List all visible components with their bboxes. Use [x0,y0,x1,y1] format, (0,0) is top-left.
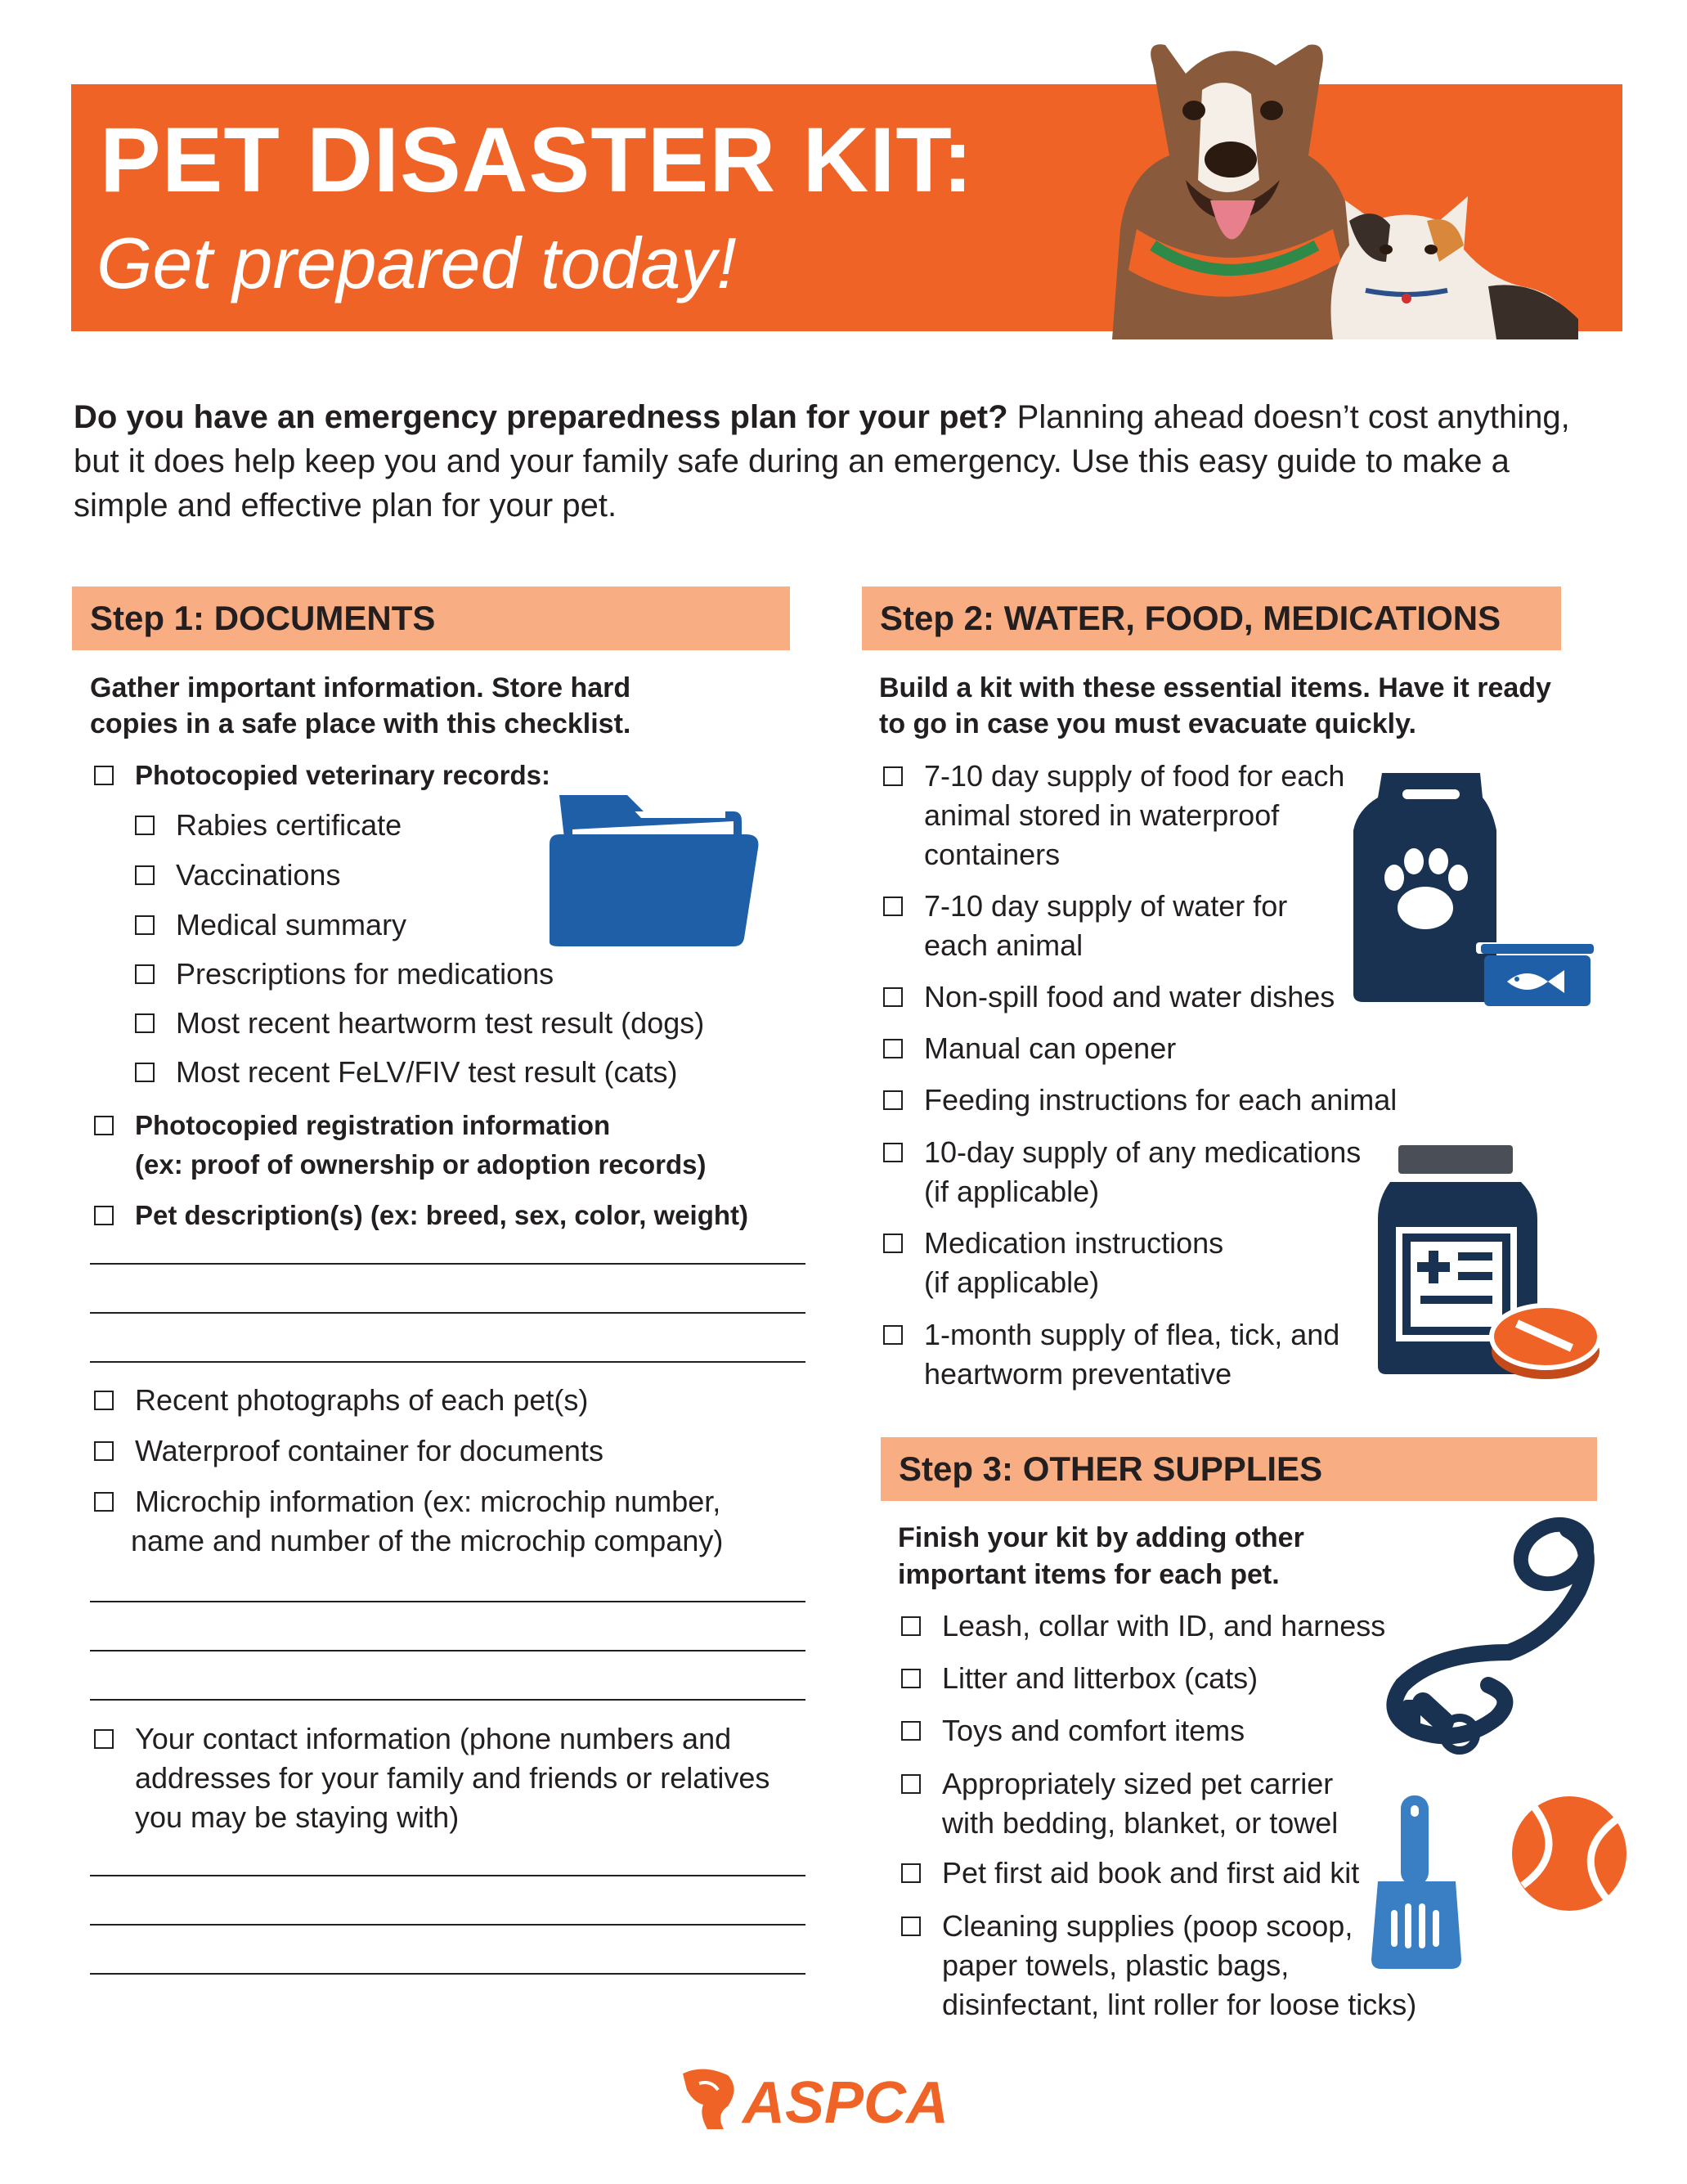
item-label: Feeding instructions for each animal [924,1083,1398,1117]
item-label-line2: with bedding, blanket, or towel [942,1806,1339,1840]
item-label: Manual can opener [924,1031,1177,1065]
write-in-line[interactable] [90,1875,805,1876]
write-in-line[interactable] [90,1361,805,1363]
checkbox[interactable] [901,1669,921,1688]
item-label: Cleaning supplies (poop scoop, [942,1909,1353,1943]
item-label: 7-10 day supply of food for each [924,759,1345,793]
checkbox[interactable] [883,1090,903,1110]
write-in-line[interactable] [90,1312,805,1314]
write-in-line[interactable] [90,1601,805,1602]
item-label-line3: containers [924,838,1061,871]
step1-lead-line1: Gather important information. Store hard [90,672,631,703]
pill-icon [1488,1301,1603,1382]
checkbox[interactable] [883,1143,903,1162]
fish-can-icon [1476,942,1599,1008]
item-label-line3: disinfectant, lint roller for loose ticks) [942,1988,1417,2021]
intro-text: Planning ahead doesn’t cost anything, but it does help keep you and your family safe during an emergency. Use this easy guide to make a simple and effective plan for your pet. [74,399,1570,524]
item-label: Medical summary [176,908,407,941]
checkbox[interactable] [883,766,903,786]
checkbox[interactable] [94,1729,114,1749]
item-label-line2: (if applicable) [924,1265,1100,1299]
checkbox[interactable] [135,1013,155,1033]
item-label: Vaccinations [176,858,341,892]
item-label: Medication instructions [924,1226,1224,1260]
step2-lead-line2: to go in case you must evacuate quickly. [879,708,1416,739]
item-label-line2: heartworm preventative [924,1357,1232,1391]
item-label: Pet first aid book and first aid kit [942,1856,1360,1890]
step2-heading: Step 2: WATER, FOOD, MEDICATIONS [862,586,1561,650]
checkbox[interactable] [883,897,903,916]
write-in-line[interactable] [90,1973,805,1975]
dog-and-cat-photo [1063,16,1586,339]
checkbox[interactable] [901,1616,921,1636]
item-label: Non-spill food and water dishes [924,980,1335,1013]
checkbox[interactable] [94,766,114,785]
checkbox[interactable] [901,1863,921,1883]
checkbox[interactable] [135,915,155,935]
checkbox[interactable] [94,1206,114,1225]
checkbox[interactable] [901,1721,921,1741]
step3-lead-line2: important items for each pet. [898,1559,1280,1590]
item-label: Most recent heartworm test result (dogs) [176,1006,705,1040]
checkbox[interactable] [901,1774,921,1794]
item-label-line3: you may be staying with) [135,1800,460,1834]
step2-lead-line1: Build a kit with these essential items. Have it ready [879,672,1551,703]
item-label: Toys and comfort items [942,1714,1245,1747]
checkbox[interactable] [135,1063,155,1082]
item-label: Rabies certificate [176,808,402,842]
item-label: Recent photographs of each pet(s) [135,1383,589,1417]
intro-question: Do you have an emergency preparedness plan for your pet? [74,399,1008,435]
item-label-line2: animal stored in waterproof [924,798,1280,832]
item-label: Photocopied veterinary records: [135,760,550,790]
item-label: 1-month supply of flea, tick, and [924,1318,1340,1351]
item-label: Prescriptions for medications [176,957,554,991]
tennis-ball-icon [1511,1795,1627,1912]
page-subtitle: Get prepared today! [96,222,737,303]
page-title: PET DISASTER KIT: [100,109,974,211]
checkbox[interactable] [135,816,155,835]
item-label: Your contact information (phone numbers and [135,1722,732,1755]
item-label: Waterproof container for documents [135,1434,603,1467]
checkbox[interactable] [94,1492,114,1512]
checkbox[interactable] [94,1391,114,1410]
item-label-line2: (if applicable) [924,1175,1100,1208]
checkbox[interactable] [135,865,155,885]
item-label: Microchip information (ex: microchip number, [135,1485,721,1518]
item-label: 7-10 day supply of water for [924,889,1288,923]
checkbox[interactable] [883,1234,903,1253]
step1-lead-line2: copies in a safe place with this checklist. [90,708,631,739]
checkbox[interactable] [94,1441,114,1461]
item-label-line2: paper towels, plastic bags, [942,1948,1290,1982]
folder-icon [550,787,760,950]
aspca-logo-text: ASPCA [743,2070,949,2136]
checkbox[interactable] [135,964,155,984]
checkbox[interactable] [901,1917,921,1936]
item-label-line2: name and number of the microchip company) [131,1524,724,1557]
checkbox[interactable] [883,1325,903,1345]
checkbox[interactable] [883,1039,903,1058]
item-label: Leash, collar with ID, and harness [942,1609,1386,1642]
item-label-line2: each animal [924,928,1084,962]
write-in-line[interactable] [90,1699,805,1701]
item-label: Most recent FeLV/FIV test result (cats) [176,1055,678,1089]
checkbox[interactable] [94,1116,114,1135]
write-in-line[interactable] [90,1650,805,1651]
step3-heading: Step 3: OTHER SUPPLIES [881,1437,1597,1501]
item-label: 10-day supply of any medications [924,1135,1362,1169]
intro-paragraph [74,395,1611,528]
item-label-line2: (ex: proof of ownership or adoption records) [135,1149,707,1180]
step1-heading: Step 1: DOCUMENTS [72,586,790,650]
item-label: Appropriately sized pet carrier [942,1767,1334,1800]
item-label-line2: addresses for your family and friends or relatives [135,1761,770,1795]
checkbox[interactable] [883,987,903,1007]
poop-scoop-icon [1370,1795,1464,1971]
write-in-line[interactable] [90,1924,805,1926]
leash-icon [1378,1513,1607,1767]
item-label: Photocopied registration information [135,1110,611,1140]
aspca-logo [679,2065,957,2136]
item-label: Pet description(s) (ex: breed, sex, color, weight) [135,1200,749,1230]
step3-lead-line1: Finish your kit by adding other [898,1522,1304,1553]
item-label: Litter and litterbox (cats) [942,1661,1259,1695]
write-in-line[interactable] [90,1263,805,1265]
